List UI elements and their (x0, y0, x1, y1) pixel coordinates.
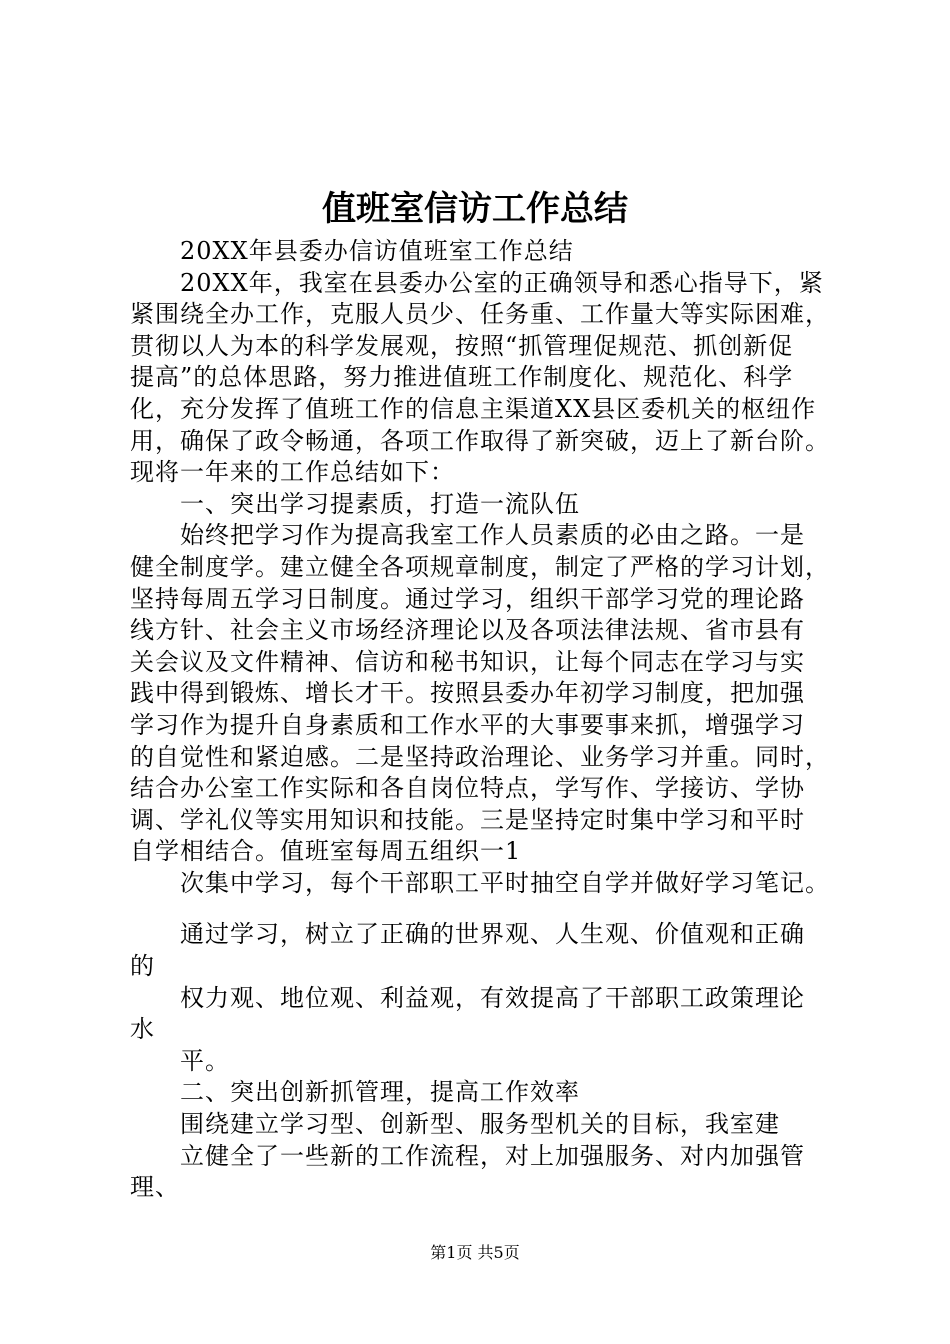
paragraph-line: 现将一年来的工作总结如下： (130, 458, 455, 487)
paragraph-line: 自学相结合。值班室每周五组织一1 (130, 837, 522, 866)
document-title: 值班室信访工作总结 (322, 189, 628, 229)
paragraph-line: 通过学习，树立了正确的世界观、人生观、价值观和正确 (180, 920, 805, 949)
paragraph-line: 的 (130, 952, 155, 981)
paragraph-line: 水 (130, 1015, 155, 1044)
subtitle-line: 20XX年县委办信访值班室工作总结 (180, 237, 574, 265)
paragraph-line: 始终把学习作为提高我室工作人员素质的必由之路。一是 (180, 521, 805, 550)
paragraph-line: 紧围绕全办工作，克服人员少、任务重、工作量大等实际困难， (130, 300, 830, 329)
paragraph-line: 次集中学习，每个干部职工平时抽空自学并做好学习笔记。 (180, 868, 830, 897)
paragraph-line: 坚持每周五学习日制度。通过学习，组织干部学习党的理论路 (130, 584, 805, 613)
paragraph-line: 调、学礼仪等实用知识和技能。三是坚持定时集中学习和平时 (130, 805, 805, 834)
blank-gap (130, 899, 835, 919)
paragraph-line: 线方针、社会主义市场经济理论以及各项法律法规、省市县有 (130, 616, 805, 645)
document-body (130, 236, 835, 1204)
section-heading: 一、突出学习提素质，打造一流队伍 (180, 489, 580, 518)
paragraph-line: 的自觉性和紧迫感。二是坚持政治理论、业务学习并重。同时， (130, 742, 830, 771)
paragraph-line: 学习作为提升自身素质和工作水平的大事要事来抓，增强学习 (130, 710, 805, 739)
paragraph-line: 立健全了一些新的工作流程，对上加强服务、对内加强管 (180, 1141, 805, 1170)
paragraph-line: 关会议及文件精神、信访和秘书知识，让每个同志在学习与实 (130, 647, 805, 676)
paragraph-line: 结合办公室工作实际和各自岗位特点，学写作、学接访、学协 (130, 774, 805, 803)
page-footer: 第1页 共5页 (430, 1243, 520, 1262)
paragraph-line: 理、 (130, 1173, 180, 1202)
paragraph-line: 健全制度学。建立健全各项规章制度，制定了严格的学习计划， (130, 552, 830, 581)
paragraph-line: 践中得到锻炼、增长才干。按照县委办年初学习制度，把加强 (130, 679, 805, 708)
paragraph-line: 贯彻以人为本的科学发展观，按照“抓管理促规范、抓创新促 (130, 331, 794, 360)
section-heading: 二、突出创新抓管理，提高工作效率 (180, 1078, 580, 1107)
paragraph-line: 平。 (180, 1046, 230, 1075)
paragraph-line: 围绕建立学习型、创新型、服务型机关的目标，我室建 (180, 1110, 780, 1139)
paragraph-line: 权力观、地位观、利益观，有效提高了干部职工政策理论 (180, 983, 805, 1012)
paragraph-line: 用，确保了政令畅通，各项工作取得了新突破，迈上了新台阶。 (130, 426, 830, 455)
paragraph-line: 提高”的总体思路，努力推进值班工作制度化、规范化、科学 (130, 363, 794, 392)
paragraph-line: 20XX年，我室在县委办公室的正确领导和悉心指导下，紧 (180, 268, 824, 297)
paragraph-line: 化，充分发挥了值班工作的信息主渠道XX县区委机关的枢纽作 (130, 394, 817, 423)
